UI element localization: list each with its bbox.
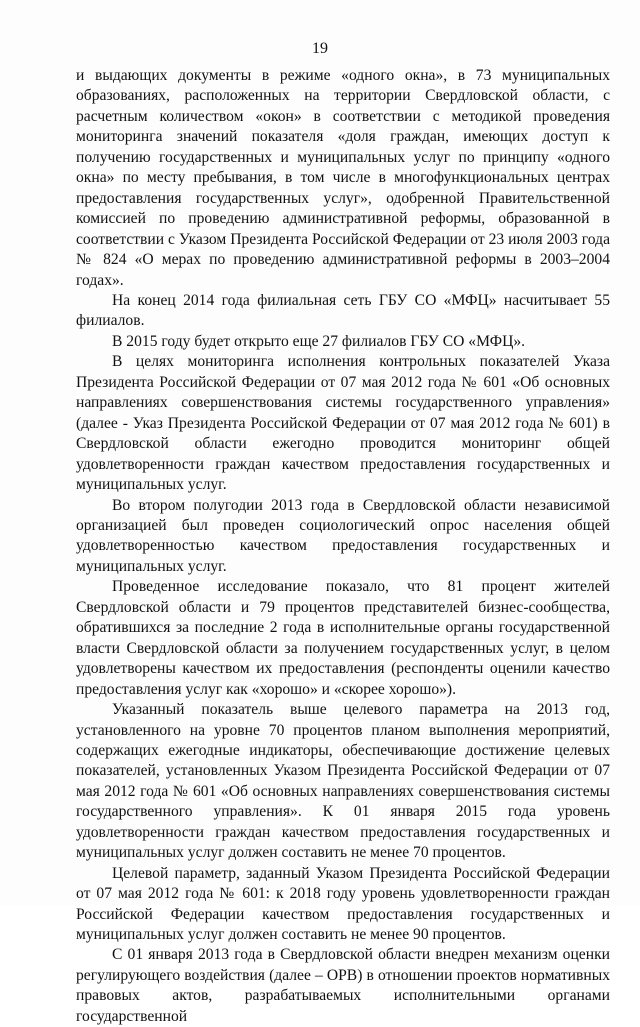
paragraph-6: Проведенное исследование показало, что 81 процент жителей Свердловской области и 79 процентов представителей бизнес-сообщества, обратившихся за последние 2 года в исполнительные органы государственной власти Свердловской области за получением государственных услуг, в целом удовлетворены качеством их предоставления (респонденты оценили качество предоставления услуг как «хорошо» и «скорее хорошо»).	[76, 578, 610, 698]
paragraph-2: На конец 2014 года филиальная сеть ГБУ СО «МФЦ» насчитывает 55 филиалов.	[76, 291, 610, 330]
page-number: 19	[312, 40, 328, 57]
paragraph-7: Указанный показатель выше целевого параметра на 2013 год, установленного на уровне 70 процентов планом выполнения мероприятий, содержащих ежегодные индикаторы, обеспечивающие достижение целевых показателей, установленных Указом Президента Российской Федерации от 07 мая 2012 года № 601 «Об основных направлениях совершенствования системы государственного управления». К 01 января 2015 года уровень удовлетворенности граждан качеством предоставления государственных и муниципальных услуг должен составить не менее 70 процентов.	[76, 701, 610, 862]
paragraph-8: Целевой параметр, заданный Указом Президента Российской Федерации от 07 мая 2012 года № 601: к 2018 году уровень удовлетворенности граждан Российской Федерации качеством предоставления государственных и муниципальных услуг должен составить не менее 90 процентов.	[76, 864, 610, 944]
paragraph-9: С 01 января 2013 года в Свердловской области внедрен механизм оценки регулирующего воздействия (далее – ОРВ) в отношении проектов нормативных правовых актов, разрабатываемых исполнительными органами государственной	[76, 946, 610, 1025]
paragraph-1: и выдающих документы в режиме «одного окна», в 73 муниципальных образованиях, расположенных на территории Свердловской области, с расчетным количеством «окон» в соответствии с методикой проведения мониторинга значений показателя «доля граждан, имеющих доступ к получению государственных и муниципальных услуг по принципу «одного окна» по месту пребывания, в том числе в многофункциональных центрах предоставления государственных услуг», одобренной Правительственной комиссией по проведению административной реформы, образованной в соответствии с Указом Президента Российской Федерации от 23 июля 2003 года № 824 «О мерах по проведению административной реформы в 2003–2004 годах».	[76, 67, 610, 289]
body-text	[76, 66, 610, 1027]
paragraph-4: В целях мониторинга исполнения контрольных показателей Указа Президента Российской Федерации от 07 мая 2012 года № 601 «Об основных направлениях совершенствования системы государственного управления» (далее - Указ Президента Российской Федерации от 07 мая 2012 года № 601) в Свердловской области ежегодно проводится мониторинг общей удовлетворенности граждан качеством предоставления государственных и муниципальных услуг.	[76, 353, 610, 494]
paragraph-5: Во втором полугодии 2013 года в Свердловской области независимой организацией был проведен социологический опрос населения общей удовлетворенностью качеством предоставления государственных и муниципальных услуг.	[76, 496, 610, 575]
paragraph-3: В 2015 году будет открыто еще 27 филиалов ГБУ СО «МФЦ».	[112, 332, 526, 350]
